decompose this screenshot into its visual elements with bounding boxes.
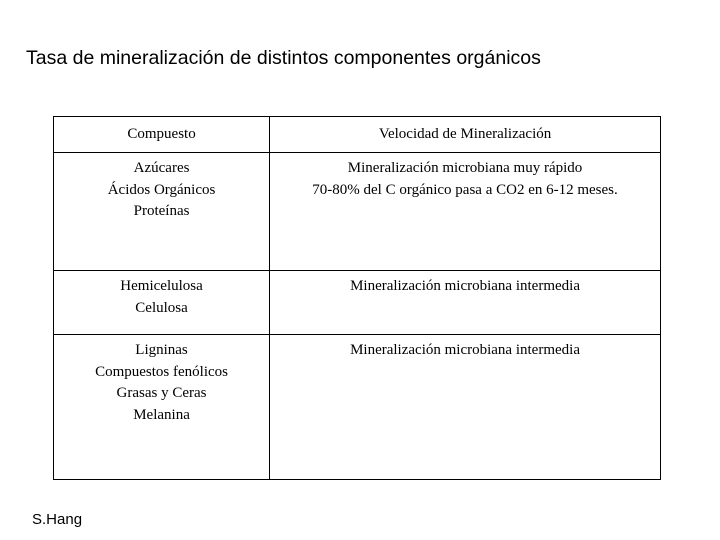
compuesto-line: Ligninas: [135, 342, 188, 358]
mineralization-table: [53, 116, 661, 480]
compuesto-line: Melanina: [133, 406, 190, 423]
velocidad-line: Mineralización microbiana intermedia: [350, 278, 580, 294]
author-credit: S.Hang: [32, 511, 83, 528]
velocidad-cell: [270, 153, 661, 271]
compuesto-cell: [54, 335, 270, 480]
table-row: [54, 335, 661, 480]
compuesto-line: Ácidos Orgánicos: [107, 181, 216, 198]
compuesto-cell: [54, 153, 270, 271]
compuesto-cell: [54, 271, 270, 335]
velocidad-line: Mineralización microbiana muy rápido: [347, 160, 583, 176]
velocidad-line: 70-80% del C orgánico pasa a CO2 en 6-12 meses.: [312, 181, 618, 198]
header-velocidad: Velocidad de Mineralización: [270, 117, 661, 153]
velocidad-cell: [270, 271, 661, 335]
compuesto-line: Compuestos fenólicos: [95, 363, 228, 380]
compuesto-line: Celulosa: [135, 299, 188, 316]
compuesto-line: Hemicelulosa: [120, 278, 203, 294]
page-title: Tasa de mineralización de distintos componentes orgánicos: [26, 47, 541, 69]
velocidad-cell: [270, 335, 661, 480]
velocidad-line: Mineralización microbiana intermedia: [350, 342, 580, 358]
compuesto-line: Proteínas: [133, 203, 190, 219]
table-row: [54, 153, 661, 271]
compuesto-line: Grasas y Ceras: [116, 385, 207, 401]
table-header-row: [54, 117, 661, 153]
compuesto-line: Azúcares: [133, 160, 190, 176]
table-row: [54, 271, 661, 335]
header-compuesto: Compuesto: [54, 117, 270, 153]
